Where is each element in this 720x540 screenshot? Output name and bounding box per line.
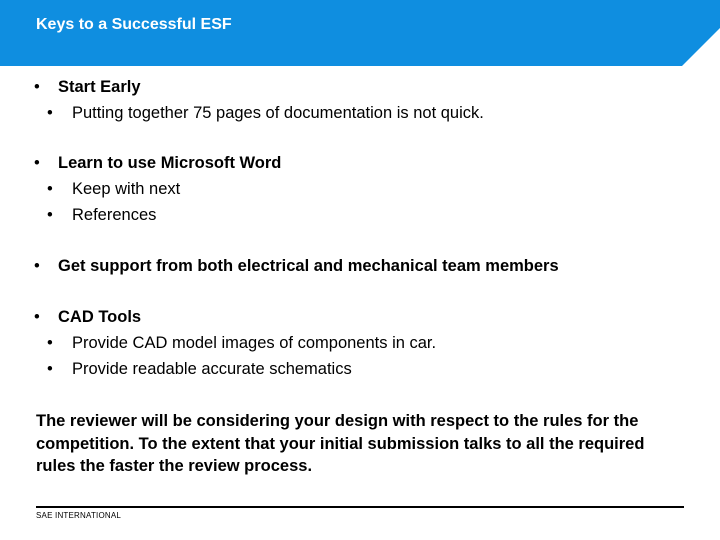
slide-title: Keys to a Successful ESF (36, 16, 232, 33)
bullet-icon: • (47, 360, 53, 378)
bullet-label: Start Early (58, 78, 141, 96)
bullet-label: CAD Tools (58, 308, 142, 326)
bullet-get-support (34, 257, 559, 276)
sub-bullet-text: Provide CAD model images of components in car. (72, 334, 437, 352)
sub-bullet-text: Provide readable accurate schematics (72, 360, 352, 378)
bullet-icon: • (47, 180, 53, 198)
bullet-icon: • (34, 257, 40, 275)
summary-paragraph: The reviewer will be considering your design with respect to the rules for the competition. To the extent that your initial submission talks to all the required rules the faster the review process. (36, 412, 645, 475)
slide-header (0, 0, 720, 66)
bullet-icon: • (47, 206, 53, 224)
bullet-learn-word (34, 154, 281, 173)
bullet-label: Get support from both electrical and mechanical team members (58, 257, 559, 275)
sub-bullet (47, 360, 352, 379)
bullet-start-early (34, 78, 141, 97)
bullet-icon: • (34, 308, 40, 326)
bullet-icon: • (47, 104, 53, 122)
sub-bullet-text: Putting together 75 pages of documentation is not quick. (72, 104, 484, 122)
bullet-icon: • (34, 78, 40, 96)
bullet-icon: • (34, 154, 40, 172)
sub-bullet (47, 180, 180, 199)
sub-bullet (47, 334, 436, 353)
footer-org-name: SAE INTERNATIONAL (36, 511, 122, 520)
footer-divider (36, 506, 684, 508)
sub-bullet (47, 104, 484, 123)
sub-bullet (47, 206, 156, 225)
bullet-label: Learn to use Microsoft Word (58, 154, 282, 172)
sub-bullet-text: Keep with next (72, 180, 181, 198)
bullet-cad-tools (34, 308, 141, 327)
sub-bullet-text: References (72, 206, 157, 224)
bullet-icon: • (47, 334, 53, 352)
